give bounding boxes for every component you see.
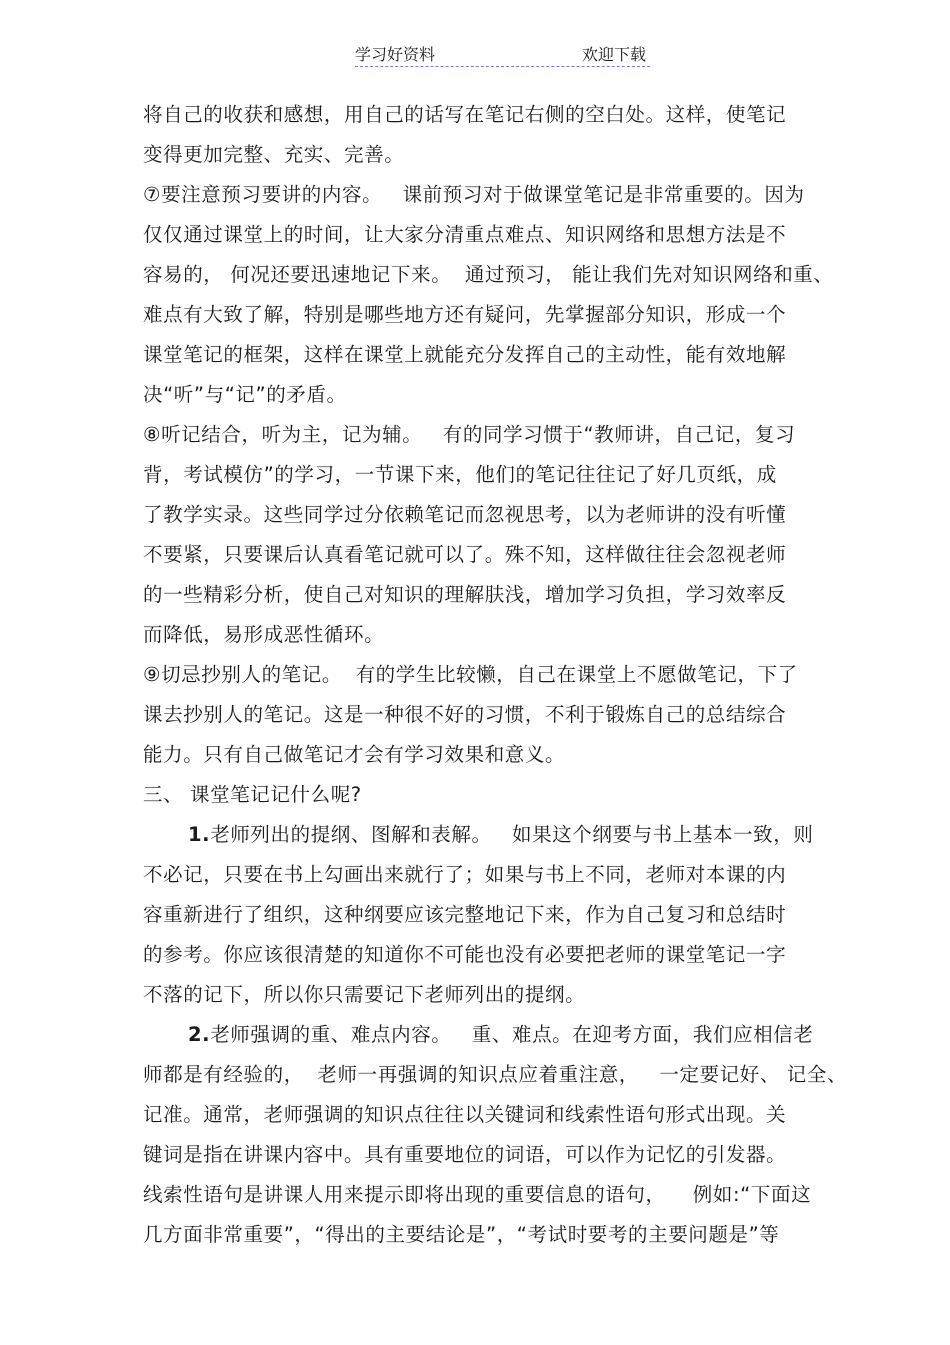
text-line: 键词是指在讲课内容中。具有重要地位的词语，可以作为记忆的引发器。: [143, 1143, 787, 1166]
text-line: 不落的记下，所以你只需要记下老师列出的提纲。: [143, 983, 586, 1006]
document-body: [143, 98, 873, 1258]
text-line: ⑨切忌抄别人的笔记。 有的学生比较懒，自己在课堂上不愿做笔记，下了: [143, 663, 798, 686]
text-line: 记准。通常，老师强调的知识点往往以关键词和线索性语句形式出现。关: [143, 1103, 787, 1126]
item-1-first-line: [143, 818, 873, 858]
header-right-text: 欢迎下载: [581, 45, 646, 64]
item-2-first-line: [143, 1018, 873, 1058]
text-line: 课去抄别人的笔记。这是一种很不好的习惯，不利于锻炼自己的总结综合: [143, 703, 787, 726]
text-line: 的一些精彩分析，使自己对知识的理解肤浅，增加学习负担，学习效率反: [143, 583, 787, 606]
text-line: 了教学实录。这些同学过分依赖笔记而忽视思考，以为老师讲的没有听懂: [143, 503, 787, 526]
text-line: ⑧听记结合，听为主，记为辅。 有的同学习惯于“教师讲，自己记，复习: [143, 423, 796, 446]
text-line: 仅仅通过课堂上的时间，让大家分清重点难点、知识网络和思想方法是不: [143, 223, 787, 246]
text-line: 不要紧，只要课后认真看笔记就可以了。殊不知，这样做往往会忽视老师: [143, 543, 787, 566]
text-line: 将自己的收获和感想，用自己的话写在笔记右侧的空白处。这样，使笔记: [143, 103, 787, 126]
text-line: 容重新进行了组织，这种纲要应该完整地记下来，作为自己复习和总结时: [143, 903, 787, 926]
text-line: 几方面非常重要”，“得出的主要结论是”，“考试时要考的主要问题是”等: [143, 1223, 780, 1246]
text-line: 能力。只有自己做笔记才会有学习效果和意义。: [143, 743, 566, 766]
page-header: [355, 40, 650, 67]
text-line: 而降低，易形成恶性循环。: [143, 623, 385, 646]
text-line: 背，考试模仿”的学习，一节课下来，他们的笔记往往记了好几页纸，成: [143, 463, 777, 486]
item-1-number: 1.: [188, 823, 211, 846]
text-line: 变得更加完整、充实、完善。: [143, 143, 405, 166]
section-heading: 三、 课堂笔记记什么呢?: [143, 783, 362, 806]
text-line: 不必记，只要在书上勾画出来就行了；如果与书上不同，老师对本课的内: [143, 863, 787, 886]
text-line: 难点有大致了解，特别是哪些地方还有疑问，先掌握部分知识，形成一个: [143, 303, 787, 326]
text-line: 课堂笔记的框架，这样在课堂上就能充分发挥自己的主动性，能有效地解: [143, 343, 787, 366]
text-line: 容易的， 何况还要迅速地记下来。 通过预习， 能让我们先对知识网络和重、: [143, 263, 834, 286]
text-line: ⑦要注意预习要讲的内容。 课前预习对于做课堂笔记是非常重要的。因为: [143, 183, 805, 206]
header-left-text: 学习好资料: [355, 45, 436, 64]
item-2-text: 老师强调的重、难点内容。 重、难点。在迎考方面，我们应相信老: [210, 1023, 814, 1046]
text-line: 的参考。你应该很清楚的知道你不可能也没有必要把老师的课堂笔记一字: [143, 943, 787, 966]
text-line: 线索性语句是讲课人用来提示即将出现的重要信息的语句， 例如:“下面这: [143, 1183, 812, 1206]
text-line: 决“听”与“记”的矛盾。: [143, 383, 347, 406]
text-line: 师都是有经验的， 老师一再强调的知识点应着重注意， 一定要记好、 记全、: [143, 1063, 848, 1086]
item-2-number: 2.: [188, 1023, 211, 1046]
item-1-text: 老师列出的提纲、图解和表解。 如果这个纲要与书上基本一致，则: [210, 823, 814, 846]
